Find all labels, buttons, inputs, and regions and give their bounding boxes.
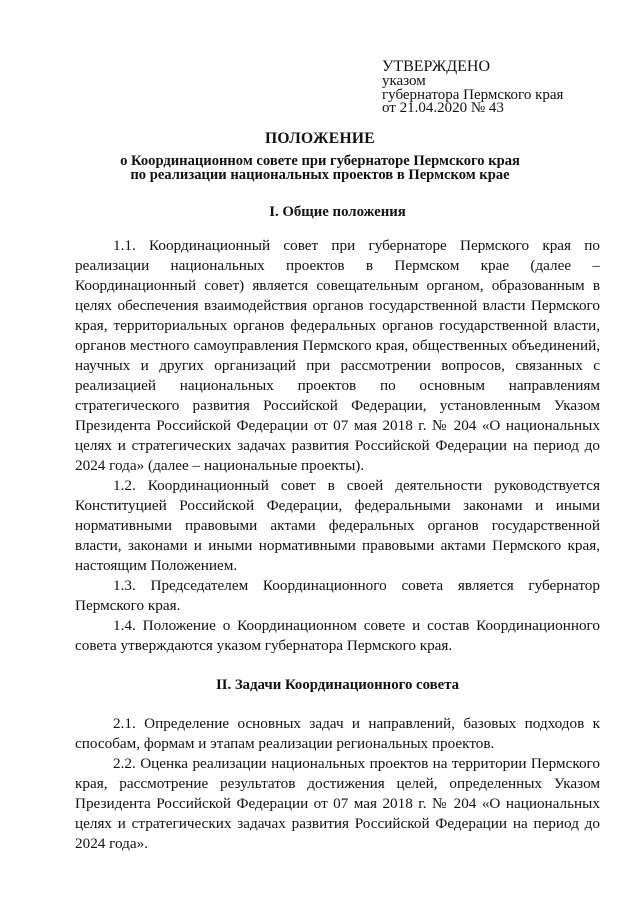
- document-body: [75, 203, 600, 854]
- paragraph-1-2: 1.2. Координационный совет в своей деятельности руководствуется Конституцией Российской Федерации, федеральными законами и иными нормативными правовыми актами федеральных органов государственной власти, законами и иными нормативными правовыми актами Пермского края, настоящим Положением.: [75, 477, 600, 574]
- approval-issuer-line: губернатора Пермского края: [382, 86, 564, 103]
- paragraph-2-1: 2.1. Определение основных задач и направлений, базовых подходов к способам, формам и этапам реализации региональных проектов.: [75, 715, 600, 752]
- document-title: ПОЛОЖЕНИЕ: [264, 130, 376, 147]
- paragraph-2-2: 2.2. Оценка реализации национальных проектов на территории Пермского края, рассмотрение результатов достижения целей, определенных Указом Президента Российской Федерации от 07 мая 2018 г. № 204 «О национальных целях и стратегических задачах развития Российской Федерации на период до 2024 года».: [75, 755, 600, 852]
- section-heading-tasks: II. Задачи Координационного совета: [215, 677, 460, 693]
- document-title-block: [0, 130, 640, 182]
- paragraph-1-1: 1.1. Координационный совет при губернаторе Пермского края по реализации национальных проектов в Пермском крае (далее – Координационный совет) является совещательным органом, образованным в целях обеспечения взаимодействия органов государственной власти Пермского края, территориальных органов федеральных органов государственной власти, органов местного самоуправления Пермского края, общественных объединений, научных и других организаций при рассмотрении вопросов, связанных с реализацией национальных проектов по основным направлениям стратегического развития Российской Федерации, установленным Указом Президента Российской Федерации от 07 мая 2018 г. № 204 «О национальных целях и стратегических задачах развития Российской Федерации на период до 2024 года» (далее – национальные проекты).: [75, 237, 600, 474]
- approval-stamp: [382, 58, 622, 116]
- paragraph-1-3: 1.3. Председателем Координационного совета является губернатор Пермского края.: [75, 577, 600, 614]
- document-subtitle-line-1: о Координационном совете при губернаторе Пермского края: [120, 153, 520, 169]
- paragraph-1-4: 1.4. Положение о Координационном совете и состав Координационного совета утверждаются указом губернатора Пермского края.: [75, 617, 600, 654]
- approval-decree-line: указом: [382, 73, 426, 89]
- approval-date-number: от 21.04.2020 № 43: [382, 100, 504, 116]
- approval-title: УТВЕРЖДЕНО: [382, 58, 491, 75]
- document-subtitle-line-2: по реализации национальных проектов в Пермском крае: [130, 167, 510, 183]
- section-heading-general: I. Общие положения: [269, 204, 406, 220]
